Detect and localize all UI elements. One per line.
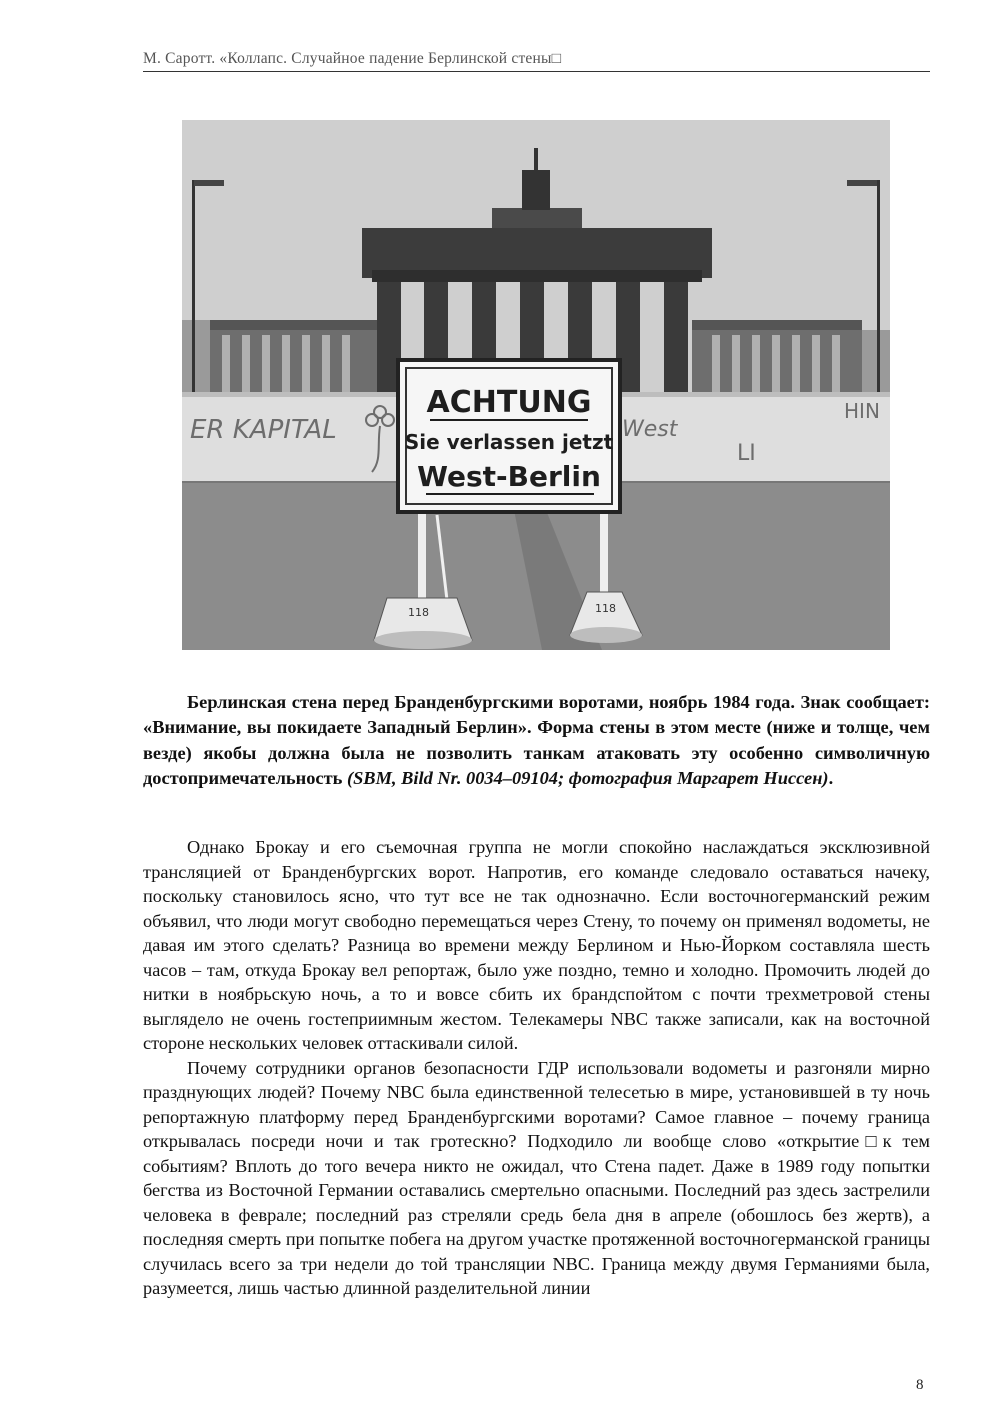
sign-line3: West-Berlin [417, 460, 601, 493]
running-head: М. Саротт. «Коллапс. Случайное падение Берлинской стены□ [143, 50, 562, 67]
sign-post-right [600, 505, 608, 600]
graffiti-mid: West [622, 417, 678, 442]
page-number: 8 [916, 1377, 924, 1393]
figure-caption [143, 690, 930, 791]
paragraph-1: Однако Брокау и его съемочная группа не могли спокойно наслаждаться эксклюзивной трансляцией от Бранденбургских ворот. Напротив, его команде следовало оставаться начеку, поскольку становилось ясно, что тут все не так однозначно. Если восточногерманский режим объявил, что люди могут свободно перемещаться через Стену, то почему он применял водометы, не давая им этого сделать? Разница во времени между Берлином и Нью-Йорком составляла шесть часов – там, откуда Брокау вел репортаж, было уже поздно, темно и холодно. Промочить людей до нитки в ноябрьскую ночь, а то и вовсе сбить их брандспойтом с почти трехметровой стены выглядело не очень гостеприимным жестом. Телекамеры NBC также записали, как на восточной стороне нескольких человек оттаскивали силой. [143, 837, 930, 1053]
graffiti-right: HIN [844, 399, 880, 423]
caption-end: . [828, 767, 834, 788]
warning-sign [398, 360, 620, 512]
caption-text: Берлинская стена перед Бранденбургскими воротами, ноябрь 1984 года. Знак сообщает: «Внимание, вы покидаете Западный Берлин». Форма стены в этом месте (ниже и толще, чем везде) якобы должна была не позволить танкам атаковать эту особенно символичную достопримечательность [143, 692, 930, 788]
sign-base-left [374, 598, 472, 649]
graffiti-li: LI [737, 441, 756, 466]
header-rule [143, 71, 930, 72]
sign-post-left [418, 505, 426, 600]
sign-line2: Sie verlassen jetzt [404, 430, 614, 454]
body-text [143, 835, 930, 1301]
paragraph-2: Почему сотрудники органов безопасности ГДР использовали водометы и разгоняли мирно празднующих людей? Почему NBC была единственной телесетью в мире, установившей в ту ночь репортажную платформу перед Бранденбургскими воротами? Самое главное – почему граница открывалась посреди ночи и так гротескно? Подходило ли вообще слово «открытие□к тем событиям? Вплоть до того вечера никто не ожидал, что Стена падет. Даже в 1989 году попытки бегства из Восточной Германии оставались смертельно опасными. Последний раз здесь застрелили человека в феврале; последний раз стреляли средь бела дня в апреле (обошлось без жертв), а последняя смерть при попытке побега на другом участке протяженной восточногерманской границы случилась всего за три недели до той трансляции NBC. Граница между двумя Германиями была, разумеется, лишь частью длинной разделительной линии [143, 1057, 930, 1298]
caption-source: (SBM, Bild Nr. 0034–09104; фотография Маргарет Ниссен) [346, 767, 829, 788]
base-left-number: 118 [408, 606, 429, 619]
graffiti-left: ER KAPITAL [190, 415, 337, 445]
sign-line1: ACHTUNG [426, 385, 592, 420]
colonnade-left [210, 320, 380, 400]
colonnade-right [692, 320, 862, 400]
figure-photo [182, 120, 890, 650]
base-right-number: 118 [595, 602, 616, 615]
